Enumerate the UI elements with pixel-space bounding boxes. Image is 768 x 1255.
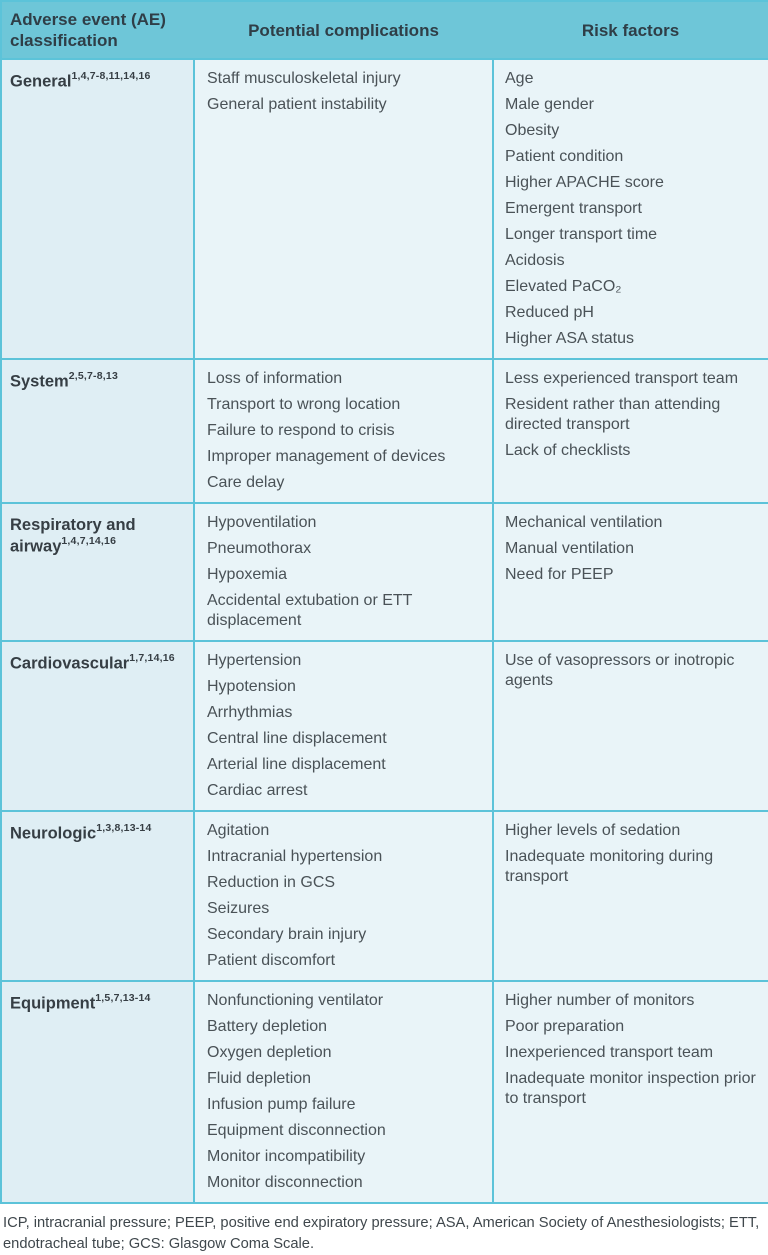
list-item: Reduced pH — [505, 304, 594, 321]
list-item: Hypoventilation — [207, 514, 317, 531]
risk-factors-cell — [493, 59, 768, 359]
risk-factors-cell — [493, 811, 768, 981]
list-item: Hypotension — [207, 678, 296, 695]
list-item: Monitor disconnection — [207, 1174, 363, 1191]
list-item: Resident rather than attending directed transport — [505, 396, 721, 433]
row-refs: 1,4,7-8,11,14,16 — [71, 70, 151, 82]
list-item: Higher number of monitors — [505, 992, 695, 1009]
list-item: Obesity — [505, 122, 560, 139]
column-header-complications: Potential complications — [194, 1, 493, 59]
list-item: Arterial line displacement — [207, 756, 386, 773]
row-refs: 1,3,8,13-14 — [96, 822, 152, 834]
classification-cell — [1, 981, 194, 1203]
list-item: Inadequate monitoring during transport — [505, 848, 714, 885]
row-label: Neurologic — [10, 824, 97, 843]
row-refs: 1,7,14,16 — [129, 652, 175, 664]
list-item: Elevated PaCO₂ — [505, 278, 622, 295]
list-item: Emergent transport — [505, 200, 642, 217]
list-item: Patient discomfort — [207, 952, 336, 969]
list-item: Male gender — [505, 96, 594, 113]
list-item: Need for PEEP — [505, 566, 614, 583]
list-item: Mechanical ventilation — [505, 514, 663, 531]
list-item: Fluid depletion — [207, 1070, 312, 1087]
classification-cell — [1, 503, 194, 641]
list-item: Improper management of devices — [207, 448, 446, 465]
column-header-classification: Adverse event (AE) classification — [1, 1, 194, 59]
list-item: Age — [505, 70, 534, 87]
table-row-equipment — [1, 981, 768, 1203]
list-item: Accidental extubation or ETT displacement — [207, 592, 413, 629]
list-item: Seizures — [207, 900, 270, 917]
row-refs: 1,5,7,13-14 — [95, 992, 151, 1004]
abbreviations-footnote: ICP, intracranial pressure; PEEP, positive end expiratory pressure; ASA, American Society of Anesthesiologists; ETT, endotracheal tube; GCS: Glasgow Coma Scale. — [3, 1215, 760, 1252]
list-item: Care delay — [207, 474, 285, 491]
list-item: Less experienced transport team — [505, 370, 739, 387]
complications-cell — [194, 59, 493, 359]
list-item: Oxygen depletion — [207, 1044, 332, 1061]
row-label: Equipment — [10, 994, 96, 1013]
list-item: Transport to wrong location — [207, 396, 401, 413]
risk-factors-cell — [493, 359, 768, 503]
complications-cell — [194, 811, 493, 981]
row-label: Cardiovascular — [10, 654, 130, 673]
list-item: Pneumothorax — [207, 540, 312, 557]
list-item: Inadequate monitor inspection prior to transport — [505, 1070, 756, 1107]
table-row-neurologic — [1, 811, 768, 981]
header-row — [1, 1, 768, 59]
list-item: Nonfunctioning ventilator — [207, 992, 384, 1009]
list-item: Poor preparation — [505, 1018, 625, 1035]
row-refs: 1,4,7,14,16 — [61, 535, 117, 547]
list-item: Equipment disconnection — [207, 1122, 386, 1139]
list-item: Reduction in GCS — [207, 874, 336, 891]
list-item: Central line displacement — [207, 730, 387, 747]
table-row-general — [1, 59, 768, 359]
risk-factors-cell — [493, 503, 768, 641]
list-item: Loss of information — [207, 370, 343, 387]
list-item: Lack of checklists — [505, 442, 631, 459]
list-item: Intracranial hypertension — [207, 848, 383, 865]
list-item: Monitor incompatibility — [207, 1148, 366, 1165]
list-item: Hypertension — [207, 652, 302, 669]
complications-cell — [194, 981, 493, 1203]
classification-cell — [1, 811, 194, 981]
list-item: Higher levels of sedation — [505, 822, 681, 839]
list-item: Acidosis — [505, 252, 565, 269]
row-label: Respiratory and airway — [10, 516, 136, 556]
list-item: Arrhythmias — [207, 704, 293, 721]
list-item: Manual ventilation — [505, 540, 634, 557]
list-item: Higher APACHE score — [505, 174, 664, 191]
row-refs: 2,5,7-8,13 — [68, 370, 118, 382]
classification-cell — [1, 59, 194, 359]
risk-factors-cell — [493, 981, 768, 1203]
list-item: Battery depletion — [207, 1018, 328, 1035]
list-item: Patient condition — [505, 148, 624, 165]
classification-cell — [1, 359, 194, 503]
table-row-respiratory-airway — [1, 503, 768, 641]
list-item: Infusion pump failure — [207, 1096, 356, 1113]
list-item: Longer transport time — [505, 226, 658, 243]
list-item: General patient instability — [207, 96, 387, 113]
list-item: Use of vasopressors or inotropic agents — [505, 652, 735, 689]
list-item: Higher ASA status — [505, 330, 634, 347]
list-item: Hypoxemia — [207, 566, 288, 583]
table-row-cardiovascular — [1, 641, 768, 811]
complications-cell — [194, 503, 493, 641]
list-item: Cardiac arrest — [207, 782, 308, 799]
list-item: Agitation — [207, 822, 270, 839]
list-item: Failure to respond to crisis — [207, 422, 395, 439]
list-item: Staff musculoskeletal injury — [207, 70, 401, 87]
risk-factors-cell — [493, 641, 768, 811]
column-header-risk-factors: Risk factors — [493, 1, 768, 59]
list-item: Secondary brain injury — [207, 926, 367, 943]
complications-cell — [194, 359, 493, 503]
complications-cell — [194, 641, 493, 811]
table-row-system — [1, 359, 768, 503]
row-label: System — [10, 372, 69, 391]
row-label: General — [10, 72, 72, 91]
list-item: Inexperienced transport team — [505, 1044, 714, 1061]
classification-cell — [1, 641, 194, 811]
